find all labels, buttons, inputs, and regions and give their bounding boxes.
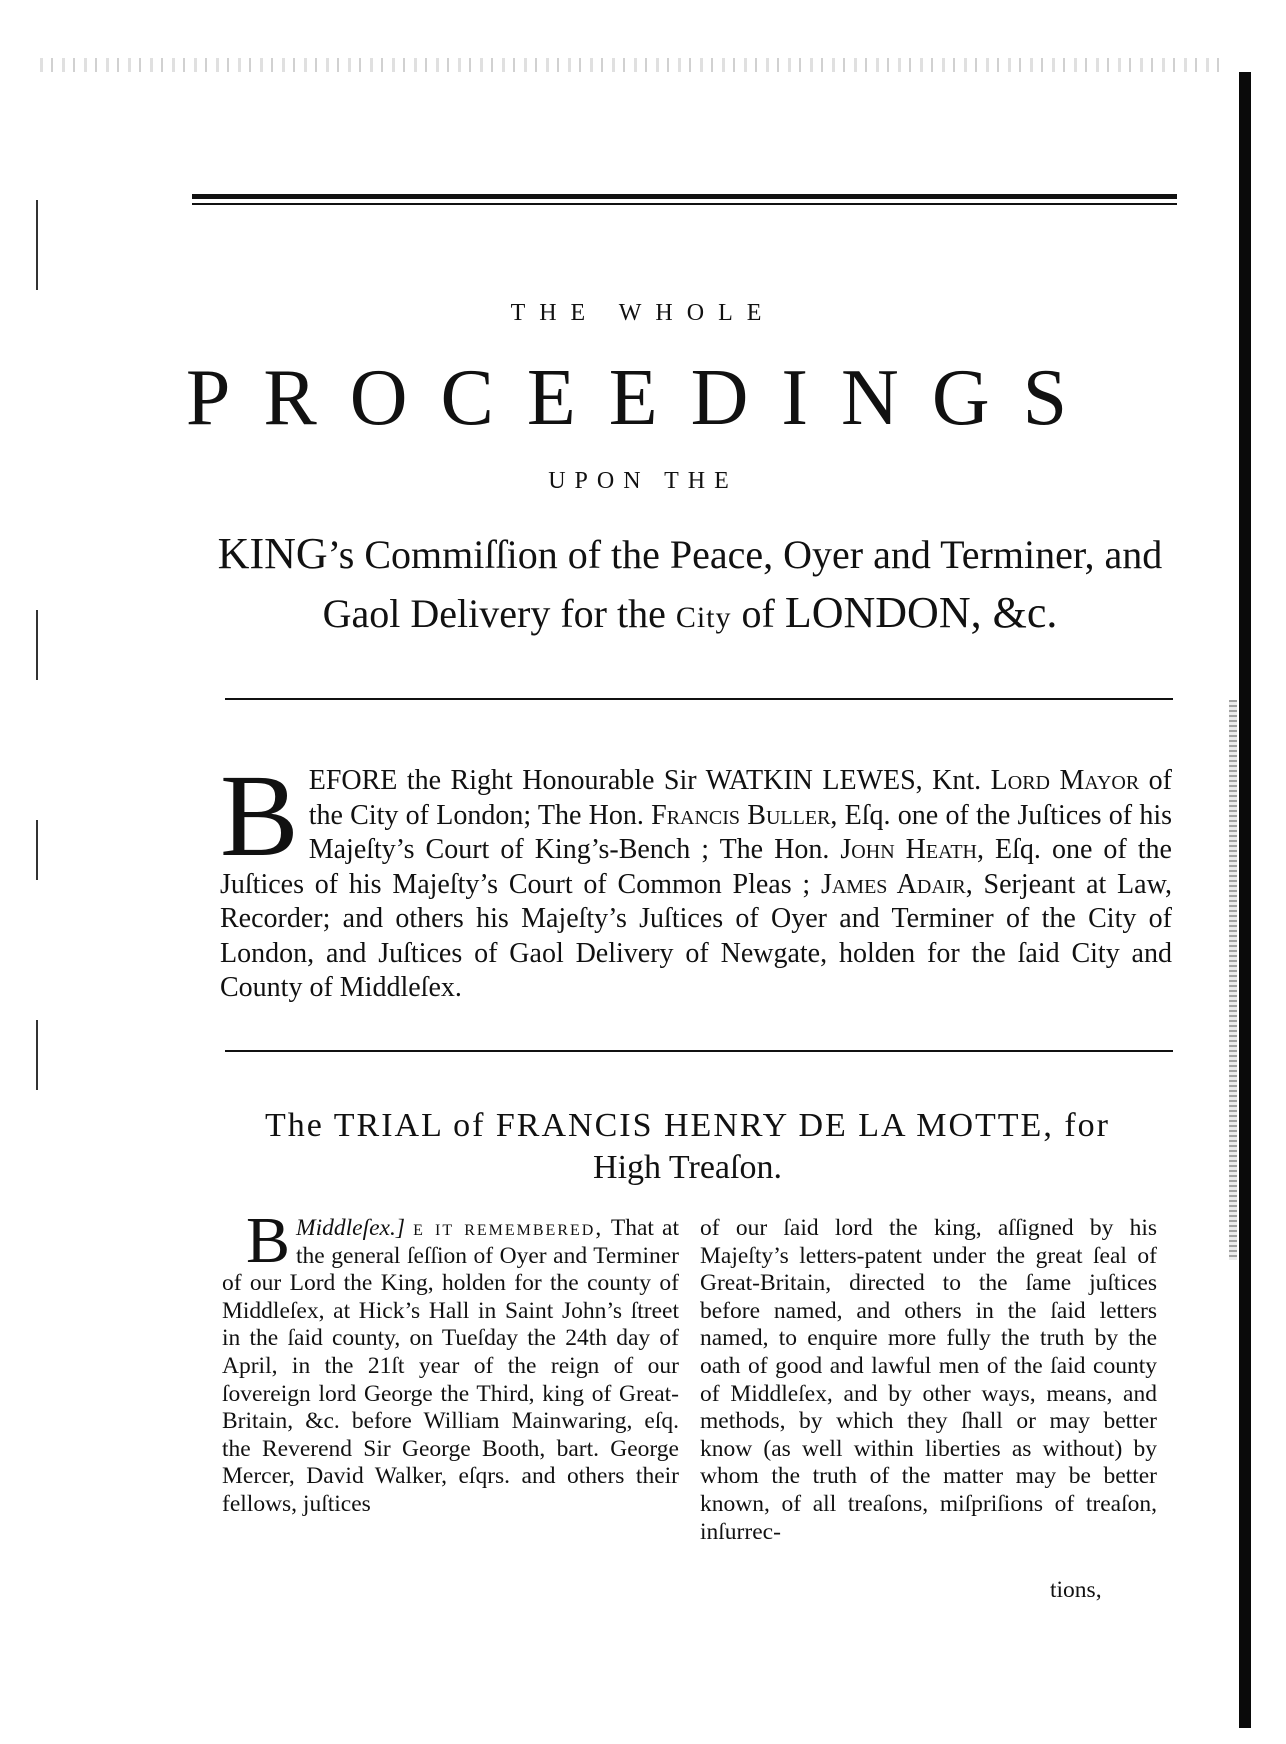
- before-text-a: EFORE the Right Honourable Sir WATKIN LEWES, Knt.: [308, 765, 991, 796]
- before-buller: Francis Buller: [651, 799, 831, 831]
- margin-mark: [36, 1020, 38, 1090]
- commission-title: [200, 525, 1180, 647]
- left-column-text: That at the general ſeſſion of Oyer and Terminer of our Lord the King, holden for the county of Middleſex, at Hick’s Hall in Saint John’s ſtreet in the ſaid county, on Tueſday the 24th day of April, in the 21ſt year of the reign of our ſovereign lord George the Third, king of Great-Britain, &c. before William Mainwaring, eſq. the Reverend Sir George Booth, bart. George Mercer, David Walker, eſqrs. and others their fellows, juſtices: [222, 1215, 680, 1517]
- trial-heading-b: High Treaſon.: [593, 1149, 782, 1186]
- be-it-remembered: e it remembered,: [413, 1215, 604, 1241]
- delivery-a: Gaol Delivery for the: [322, 591, 676, 636]
- trial-heading: [200, 1105, 1175, 1189]
- before-text-b: of the City of London; The Hon.: [308, 765, 1173, 831]
- catchword: tions,: [1050, 1577, 1102, 1603]
- title-the-whole: THE WHOLE: [510, 300, 776, 326]
- trial-heading-a: The TRIAL of FRANCIS HENRY DE LA MOTTE, for: [265, 1107, 1110, 1144]
- delivery-london: LONDON, &c.: [784, 588, 1058, 637]
- margin-mark: [36, 820, 38, 880]
- before-heath: John Heath: [840, 834, 977, 865]
- middle-rule: [225, 698, 1173, 700]
- lower-rule: [225, 1050, 1173, 1052]
- before-text-c: , Eſq. one of the Juſtices of his Majeſty’s Court of King’s-Bench ; The Hon.: [308, 799, 1173, 865]
- page-edge-grey: [1229, 700, 1237, 1260]
- before-paragraph: [220, 750, 1173, 1006]
- title-proceedings: PROCEEDINGS: [185, 354, 1101, 442]
- margin-mark: [36, 200, 38, 290]
- delivery-of: of: [731, 591, 785, 636]
- before-initial: B: [220, 750, 299, 881]
- title-upon-the: UPON THE: [548, 468, 738, 494]
- column-dropcap: B: [246, 1204, 291, 1277]
- scan-noise-top: [40, 58, 1220, 72]
- margin-mark: [36, 610, 38, 680]
- commission-rest: ’s Commiſſion of the Peace, Oyer and Terminer, and: [327, 532, 1163, 577]
- before-adair: James Adair: [820, 868, 966, 900]
- left-column: [222, 1204, 680, 1519]
- commission-kings: KING: [217, 529, 328, 578]
- right-column: [700, 1215, 1157, 1546]
- before-lord-mayor: Lord Mayor: [990, 765, 1140, 796]
- right-column-text: of our ſaid lord the king, aſſigned by his Majeſty’s letters-patent under the great ſeal of Great-Britain, directed to the ſame juſtices before named, and others in the ſaid letters named, to enquire more fully the truth by the oath of good and lawful men of the ſaid county of Middleſex, and by other ways, means, and methods, by which they ſhall or may better know (as well within liberties as without) by whom the truth of the matter may be better known, of all treaſons, miſpriſions of treaſon, inſurrec-: [700, 1215, 1157, 1545]
- middlesex-label: Middleſex.]: [296, 1215, 406, 1241]
- before-text-e: , Serjeant at Law, Recorder; and others his Majeſty’s Juſtices of Oyer and Terminer of the City of London, and Juſtices of Gaol Delivery of Newgate, holden for the ſaid City and County of Middleſex.: [220, 868, 1172, 1003]
- before-text-d: , Eſq. one of the Juſtices of his Majeſty’s Court of Common Pleas ;: [220, 834, 1172, 900]
- delivery-city: City: [675, 601, 732, 634]
